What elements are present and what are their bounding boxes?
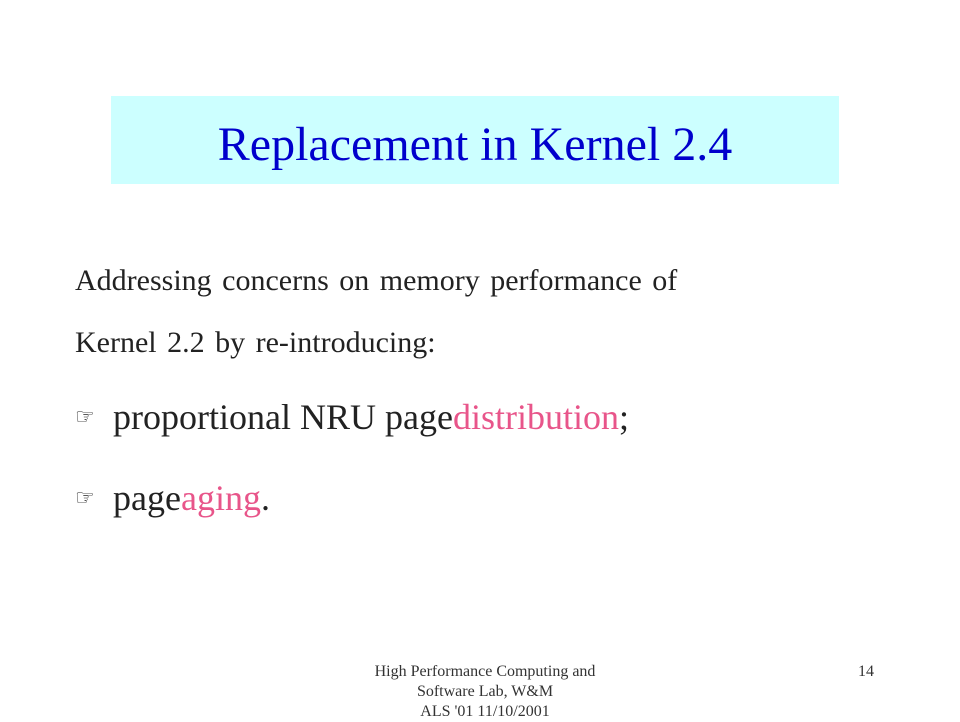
- intro-text: [75, 250, 835, 374]
- page-number: 14: [858, 663, 874, 680]
- bullet-item-2: [75, 473, 270, 523]
- pointing-hand-icon: ☞: [75, 404, 95, 429]
- bullet-2-suffix: .: [260, 478, 270, 518]
- bullet-item-1: [75, 392, 629, 442]
- intro-line-2: Kernel 2.2 by re-introducing:: [75, 326, 436, 359]
- footer-text: [340, 662, 630, 722]
- bullet-1-suffix: ;: [618, 397, 629, 437]
- pointing-hand-icon: ☞: [75, 485, 95, 510]
- footer-line-1: High Performance Computing and: [374, 663, 596, 680]
- intro-line-1: Addressing concerns on memory performance of: [75, 264, 678, 297]
- bullet-2-highlight: aging: [180, 478, 261, 518]
- bullet-1-text: proportional NRU page: [113, 397, 453, 437]
- slide-title: Replacement in Kernel 2.4: [217, 118, 733, 171]
- bullet-2-text: page: [113, 478, 181, 518]
- footer-line-2: Software Lab, W&M: [416, 683, 554, 700]
- footer-line-3: ALS '01 11/10/2001: [420, 703, 550, 720]
- title-banner: [111, 96, 839, 184]
- bullet-1-highlight: distribution: [452, 397, 619, 437]
